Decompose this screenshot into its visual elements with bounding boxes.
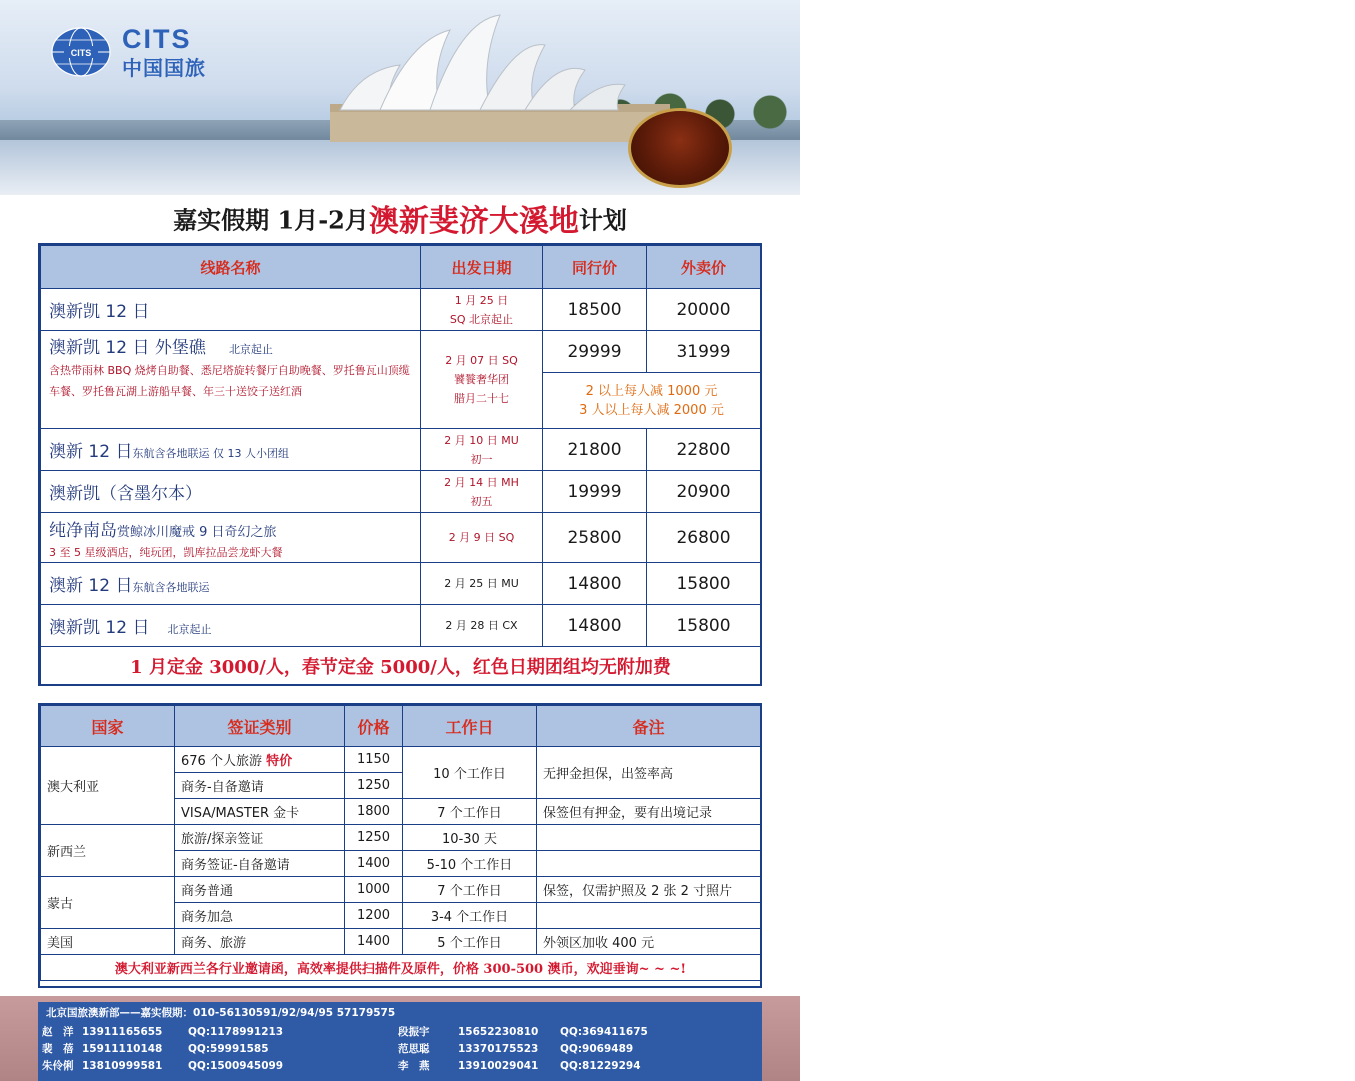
peer-price: 25800 [543,513,647,563]
promo-line2: 3 人以上每人减 2000 元 [579,402,724,418]
col-header-peer-price: 同行价 [543,246,647,289]
visa-note: 保签，仅需护照及 2 张 2 寸照片 [537,877,761,903]
routes-table [38,243,762,686]
contact-phone[interactable]: 15911110148 [82,1043,163,1055]
peer-price: 14800 [543,563,647,605]
col-header-retail-price: 外卖价 [647,246,761,289]
route-extra: 东航含各地联运 [132,581,210,594]
title-part1: 嘉实假期 1月-2月 [173,205,369,235]
peer-price: 19999 [543,471,647,513]
contact-qq: QQ:1500945099 [188,1060,284,1072]
table-row [41,289,761,331]
route-extra: 北京起止 [228,343,273,356]
contact-name: 朱伶俐 [42,1060,74,1072]
peer-price: 18500 [543,289,647,331]
contact-footer [0,996,800,1081]
retail-price: 22800 [647,429,761,471]
route-name: 澳新凯 12 日 [49,302,150,322]
route-date-note: SQ 北京起止 [449,312,514,326]
route-date-note: 初五 [470,494,493,508]
table-row [41,605,761,647]
route-date: 2 月 07 日 SQ [445,354,518,367]
table-row [41,747,761,773]
route-desc: 3 至 5 星级酒店，纯玩团，凯库拉品尝龙虾大餐 [49,545,283,559]
country-cell: 澳大利亚 [41,747,175,825]
peer-price: 29999 [543,331,647,373]
route-date: 2 月 28 日 CX [421,605,543,647]
visa-days: 5 个工作日 [403,929,537,955]
visa-price: 1250 [345,825,403,851]
contact-qq: QQ:81229294 [560,1060,641,1072]
route-date-note: 饕餮奢华团 [454,373,509,386]
visa-price: 1150 [345,747,403,773]
globe-icon [50,26,112,78]
table-row [41,825,761,851]
table-row [41,513,761,563]
visa-type: 商务加急 [175,903,345,929]
visa-price: 1200 [345,903,403,929]
deposit-note-row [41,647,761,685]
retail-price: 20000 [647,289,761,331]
route-date: 2 月 14 日 MH [444,475,519,489]
contact-phone[interactable]: 15652230810 [458,1026,539,1038]
col-header-remark: 备注 [537,706,761,747]
peer-price: 14800 [543,605,647,647]
retail-price: 15800 [647,605,761,647]
route-date: 1 月 25 日 [454,293,509,307]
invitation-note-row [41,955,761,981]
visa-days: 7 个工作日 [403,877,537,903]
route-date: 2 月 25 日 MU [421,563,543,605]
col-header-workdays: 工作日 [403,706,537,747]
visa-days: 3-4 个工作日 [403,903,537,929]
route-name: 澳新 12 日 [49,576,133,596]
country-cell: 新西兰 [41,825,175,877]
retail-price: 26800 [647,513,761,563]
route-name: 澳新凯 12 日 外堡礁 [49,338,206,358]
visa-price: 1000 [345,877,403,903]
country-cell: 蒙古 [41,877,175,929]
col-header-route: 线路名称 [41,246,421,289]
route-name: 澳新凯（含墨尔本） [49,484,202,504]
contact-qq: QQ:1178991213 [188,1026,284,1038]
table-row [41,331,761,373]
visa-note [537,851,761,877]
contact-name: 赵 洋 [42,1026,74,1038]
logo-en: CITS [122,24,192,54]
contact-phone[interactable]: 13810999581 [82,1060,163,1072]
visa-note [537,903,761,929]
route-desc: 含热带雨林 BBQ 烧烤自助餐、悉尼塔旋转餐厅自助晚餐、罗托鲁瓦山顶缆车餐、罗托鲁瓦湖上游船早餐、年三十送饺子送红酒 [49,364,410,398]
table-row [41,429,761,471]
visa-type: 676 个人旅游 [181,754,262,769]
retail-price: 20900 [647,471,761,513]
table-row [41,877,761,903]
route-date-note: 初一 [470,452,493,466]
badge-line1: Aussie [974,127,1012,139]
visa-table [38,703,762,988]
route-date: 2 月 10 日 MU [444,433,519,447]
deposit-note: 1 月定金 3000/人，春节定金 5000/人，红色日期团组均无附加费 [41,647,761,685]
route-date: 2 月 9 日 SQ [421,513,543,563]
col-header-price: 价格 [345,706,403,747]
visa-type: 旅游/探亲签证 [175,825,345,851]
visa-price: 1400 [345,929,403,955]
opera-house-illustration [330,10,670,145]
visa-days: 10-30 天 [403,825,537,851]
contact-qq: QQ:9069489 [560,1043,634,1055]
route-extra: 东航含各地联运 仅 13 人小团组 [132,447,289,460]
visa-days: 7 个工作日 [403,799,537,825]
visa-note: 保签但有押金，要有出境记录 [537,799,761,825]
route-name: 纯净南岛 [49,520,117,541]
col-header-date: 出发日期 [421,246,543,289]
visa-note: 外领区加收 400 元 [537,929,761,955]
cits-logo [50,22,230,82]
table-row [41,929,761,955]
visa-note [537,825,761,851]
contact-name: 裴 蓓 [42,1043,74,1055]
contact-qq: QQ:59991585 [188,1043,269,1055]
contact-qq: QQ:369411675 [560,1026,648,1038]
promo-line1: 2 以上每人减 1000 元 [585,383,718,399]
route-date-lunar: 腊月二十七 [454,392,509,405]
contact-panel [38,1002,762,1081]
visa-days: 5-10 个工作日 [403,851,537,877]
visa-type: 商务签证-自备邀请 [175,851,345,877]
contact-name: 李 燕 [398,1060,430,1072]
logo-globe-text: CITS [70,48,92,58]
table-row [41,471,761,513]
contact-phone[interactable]: 13911165655 [82,1026,163,1038]
special-tag: 特价 [266,754,293,769]
title-part3: 计划 [578,205,627,235]
route-name: 澳新凯 12 日 [49,618,150,638]
visa-type: 商务-自备邀请 [175,773,345,799]
title-part2: 澳新斐济大溪地 [368,204,579,239]
visa-price: 1250 [345,773,403,799]
badge-line3: PROGRAM [973,571,1012,577]
contact-title: 北京国旅澳新部——嘉实假期：010-56130591/92/94/95 57179575 [46,1007,396,1019]
visa-type: 商务、旅游 [175,929,345,955]
col-header-visa-type: 签证类别 [175,706,345,747]
visa-type: 商务普通 [175,877,345,903]
col-header-country: 国家 [41,706,175,747]
route-extra: 赏鲸冰川魔戒 9 日奇幻之旅 [117,524,277,540]
visa-days: 10 个工作日 [403,747,537,799]
logo-cn: 中国国旅 [122,56,206,80]
route-name: 澳新 12 日 [49,442,133,462]
country-cell: 美国 [41,929,175,955]
badge-line2: Specialist [967,139,1019,151]
visa-price: 1800 [345,799,403,825]
route-extra: 北京起止 [167,623,212,636]
retail-price: 15800 [647,563,761,605]
visa-price: 1400 [345,851,403,877]
contact-phone[interactable]: 13910029041 [458,1060,539,1072]
contact-name: 范思聪 [398,1043,430,1055]
table-row [41,563,761,605]
invitation-note: 澳大利亚新西兰各行业邀请函，高效率提供扫描件及原件，价格 300-500 澳币，欢迎垂询~ ~ ~! [41,955,761,981]
page-title [0,196,800,238]
visa-type: VISA/MASTER 金卡 [175,799,345,825]
contact-name: 段振宇 [398,1026,430,1038]
contact-phone[interactable]: 13370175523 [458,1043,539,1055]
visa-note: 无押金担保，出签率高 [537,747,761,799]
peer-price: 21800 [543,429,647,471]
retail-price: 31999 [647,331,761,373]
